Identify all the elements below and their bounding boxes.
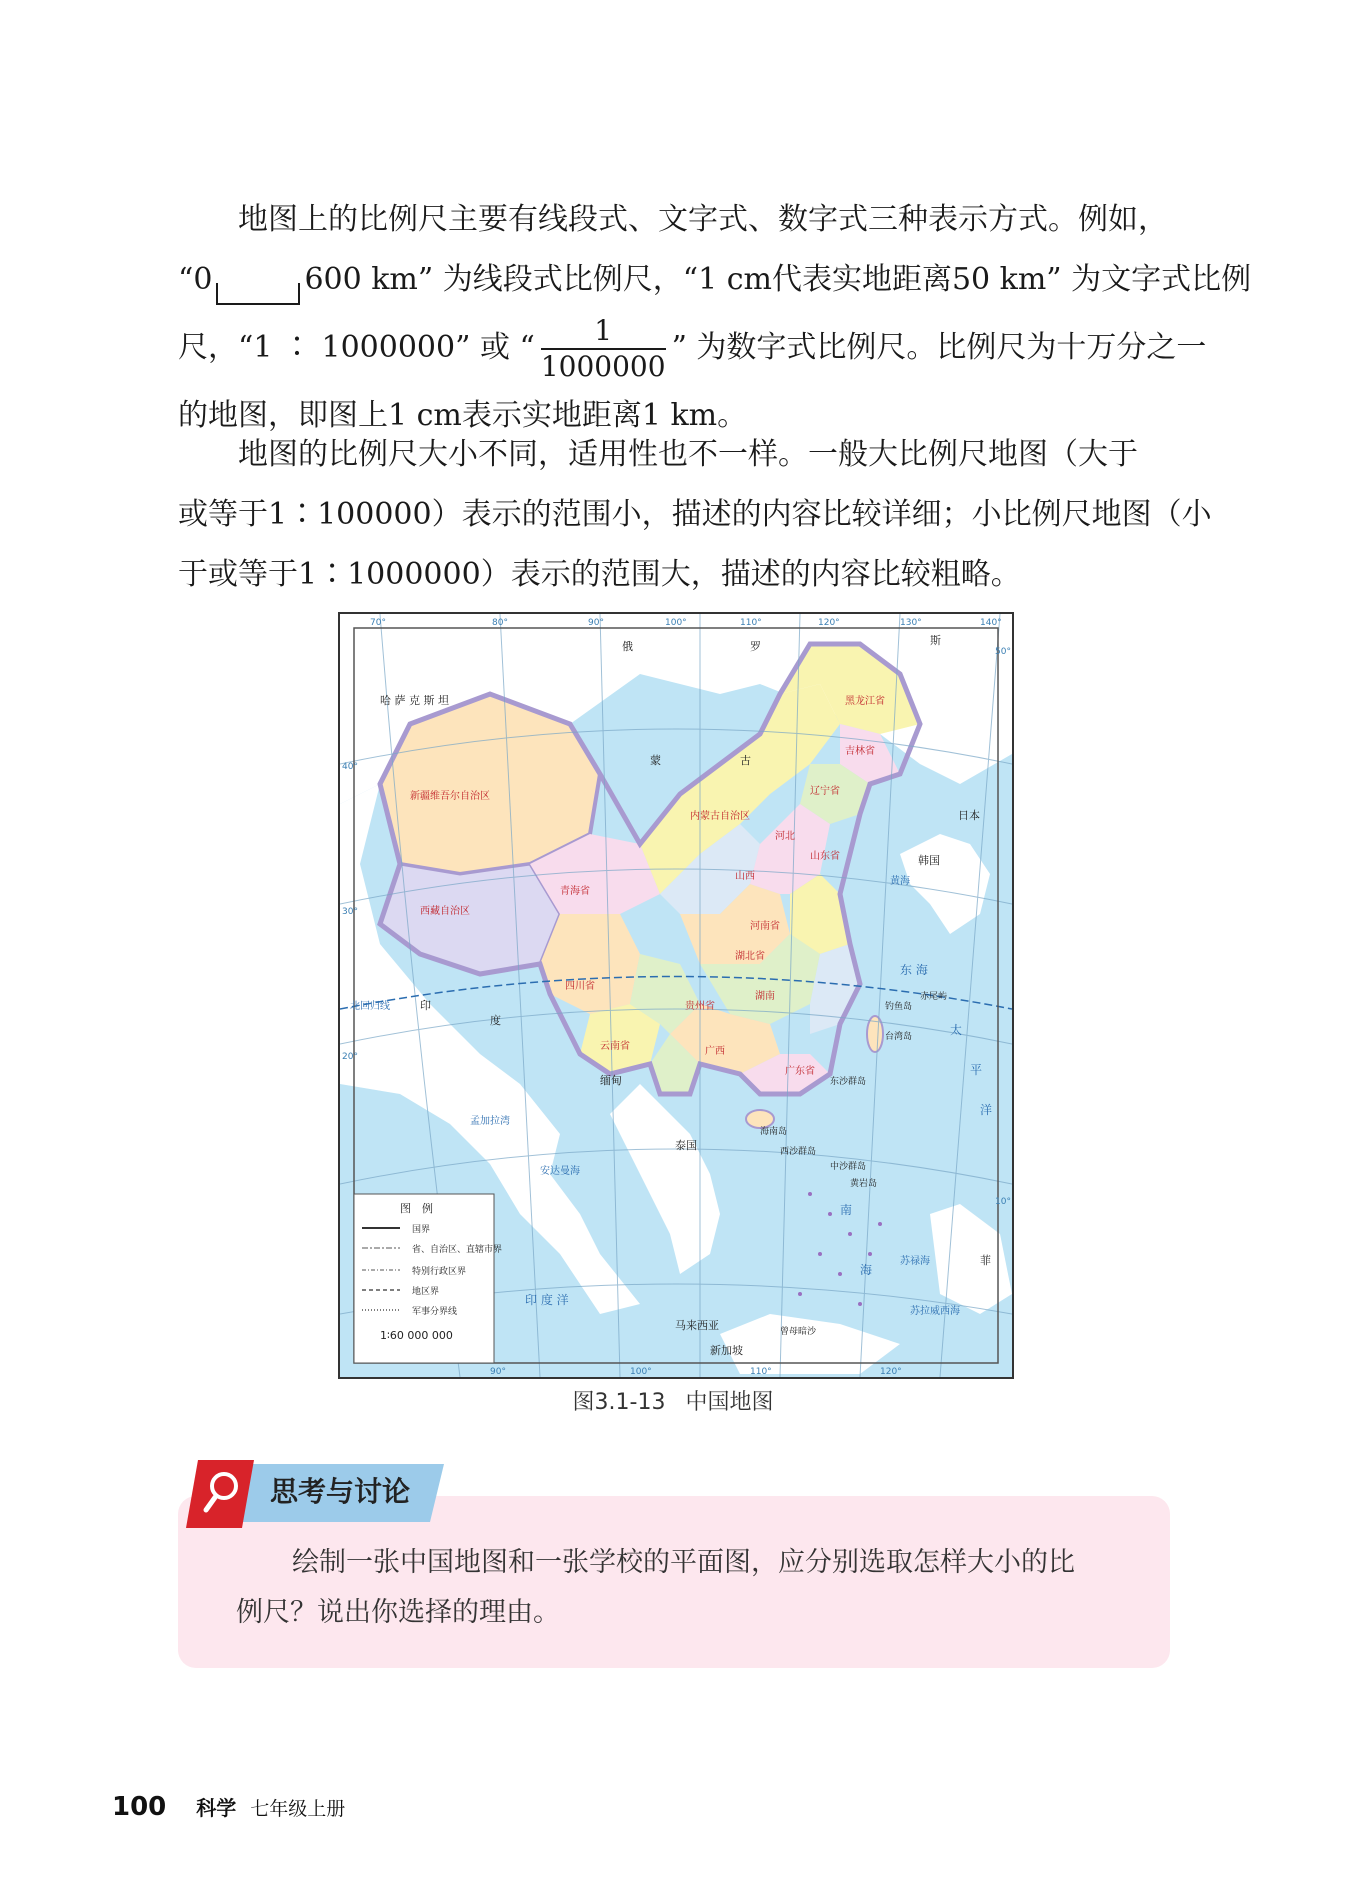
map-legend [354, 1194, 502, 1363]
label-xinjiang: 新疆维吾尔自治区 [410, 791, 490, 802]
para1-line3 [178, 310, 1207, 386]
label-qinghai: 青海省 [560, 886, 590, 897]
legend-item: 特别行政区界 [412, 1267, 467, 1277]
label-zhongsha: 中沙群岛 [830, 1162, 867, 1172]
para2-line3: 于或等于1∶1000000）表示的范围大，描述的内容比较粗略。 [178, 557, 1021, 592]
label-india: 印 [420, 999, 431, 1012]
label-kazakhstan: 哈 萨 克 斯 坦 [380, 694, 449, 707]
label-diaoyu: 钓鱼岛 [885, 1002, 913, 1012]
page-footer [112, 1792, 345, 1822]
label-mongolia: 蒙 [650, 754, 661, 767]
book-title: 科学 [196, 1796, 237, 1820]
label-hainan: 海南岛 [760, 1127, 788, 1137]
legend-title: 图 例 [400, 1202, 433, 1215]
label-shanxi: 山西 [735, 871, 755, 882]
label-tibet: 西藏自治区 [420, 906, 470, 917]
bottom-tick: 90° [490, 1367, 506, 1377]
scale-end-label: 600 km [304, 262, 418, 297]
label-yunnan: 云南省 [600, 1041, 630, 1052]
quote-zero: “0 [178, 262, 213, 297]
lat-tick: 30° [342, 907, 358, 917]
figure-number: 图3.1-13 [572, 1390, 666, 1415]
label-sichuan: 四川省 [565, 981, 595, 992]
figure-title: 中国地图 [685, 1390, 774, 1415]
fraction-numerator: 1 [541, 314, 666, 350]
label-tropic: 北回归线 [350, 1001, 390, 1012]
label-south-sea: 南 [840, 1203, 853, 1217]
label-singapore: 新加坡 [710, 1344, 743, 1357]
top-tick: 100° [665, 618, 687, 628]
label-chiwei: 赤尾屿 [920, 992, 948, 1002]
line-scale-bar [216, 283, 300, 305]
para1-line1: 地图上的比例尺主要有线段式、文字式、数字式三种表示方式。例如， [238, 202, 1168, 237]
label-mongolia: 古 [740, 754, 751, 767]
label-east-sea: 东 海 [900, 963, 928, 977]
label-jilin: 吉林省 [845, 746, 875, 757]
label-malaysia: 马来西亚 [675, 1319, 719, 1332]
top-tick: 130° [900, 618, 922, 628]
label-japan: 日本 [958, 809, 980, 822]
label-celebes: 苏拉威西海 [910, 1306, 960, 1317]
label-korea: 韩国 [918, 854, 940, 867]
bottom-tick: 110° [750, 1367, 772, 1377]
label-andaman: 安达曼海 [540, 1166, 580, 1177]
lat-tick: 40° [342, 762, 358, 772]
label-hunan: 湖南 [755, 991, 775, 1002]
label-sulu: 苏禄海 [900, 1256, 930, 1267]
label-huangyan: 黄岩岛 [850, 1179, 878, 1189]
para1-line4: 的地图，即图上1 cm表示实地距离1 km。 [178, 398, 748, 433]
legend-item: 国界 [412, 1225, 431, 1235]
legend-item: 地区界 [412, 1287, 440, 1297]
label-heilongjiang: 黑龙江省 [845, 696, 885, 707]
label-yellow-sea: 黄海 [890, 876, 910, 887]
label-dongsha: 东沙群岛 [830, 1077, 867, 1087]
page-number: 100 [112, 1792, 167, 1822]
para2-line1: 地图的比例尺大小不同，适用性也不一样。一般大比例尺地图（大于 [238, 437, 1138, 472]
label-myanmar: 缅甸 [600, 1074, 622, 1087]
label-guangdong: 广东省 [785, 1066, 815, 1077]
lat-tick: 20° [342, 1052, 358, 1062]
label-taiwan: 台湾岛 [885, 1032, 913, 1042]
label-russia: 俄 [622, 640, 633, 653]
para2-line2: 或等于1∶100000）表示的范围小，描述的内容比较详细；小比例尺地图（小 [178, 497, 1212, 532]
discussion-line1: 绘制一张中国地图和一张学校的平面图，应分别选取怎样大小的比 [292, 1547, 1075, 1578]
grade-label: 七年级上册 [250, 1798, 346, 1820]
top-tick: 70° [370, 618, 386, 628]
discussion-title: 思考与讨论 [270, 1475, 411, 1508]
label-guangxi: 广西 [705, 1046, 725, 1057]
discussion-line2: 例尺？说出你选择的理由。 [236, 1597, 560, 1628]
bottom-tick: 120° [880, 1367, 902, 1377]
lat-tick: 50° [995, 647, 1011, 657]
label-philippines: 菲 [980, 1254, 991, 1267]
label-russia: 斯 [930, 634, 941, 647]
label-indian-ocean: 印 度 洋 [525, 1293, 569, 1307]
fraction-scale [541, 314, 666, 384]
legend-item: 军事分界线 [412, 1307, 458, 1317]
label-guizhou: 贵州省 [685, 1001, 715, 1012]
paragraph-scale-types [178, 190, 1252, 446]
top-tick: 90° [588, 618, 604, 628]
label-pacific: 平 [970, 1063, 983, 1077]
legend-scale: 1∶60 000 000 [380, 1329, 453, 1342]
label-thailand: 泰国 [675, 1139, 697, 1152]
bottom-tick: 100° [630, 1367, 652, 1377]
label-bay-of-bengal: 孟加拉湾 [470, 1116, 510, 1127]
label-xisha: 西沙群岛 [780, 1147, 817, 1157]
top-tick: 80° [492, 618, 508, 628]
label-russia: 罗 [750, 640, 761, 653]
legend-item: 省、自治区、直辖市界 [412, 1245, 503, 1255]
discussion-text [236, 1538, 1136, 1638]
top-tick: 120° [818, 618, 840, 628]
para1-line2-rest: ” 为线段式比例尺，“1 cm代表实地距离50 km” 为文字式比例 [417, 262, 1252, 297]
lat-tick: 10° [995, 1197, 1011, 1207]
fraction-denominator: 1000000 [540, 350, 666, 383]
label-cengmu: 曾母暗沙 [780, 1327, 817, 1337]
top-tick: 140° [980, 618, 1002, 628]
label-south-sea: 海 [860, 1263, 873, 1277]
para1-line3-a: 尺，“1 ∶ 1000000” 或 “ [178, 330, 535, 365]
china-map-svg [340, 614, 1012, 1377]
label-henan: 河南省 [750, 921, 780, 932]
label-neimenggu: 内蒙古自治区 [690, 811, 750, 822]
para1-line3-b: ” 为数字式比例尺。比例尺为十万分之一 [671, 330, 1207, 365]
para1-line2 [178, 250, 1252, 310]
paragraph-scale-usage [178, 425, 1212, 605]
figure-caption [0, 1385, 1346, 1416]
label-hebei: 河北 [775, 831, 795, 842]
label-india: 度 [490, 1014, 501, 1027]
label-shandong: 山东省 [810, 851, 840, 862]
label-pacific: 洋 [980, 1103, 993, 1117]
label-liaoning: 辽宁省 [810, 786, 840, 797]
china-map [338, 612, 1014, 1379]
top-tick: 110° [740, 618, 762, 628]
label-pacific: 太 [950, 1023, 963, 1037]
label-hubei: 湖北省 [735, 951, 765, 962]
